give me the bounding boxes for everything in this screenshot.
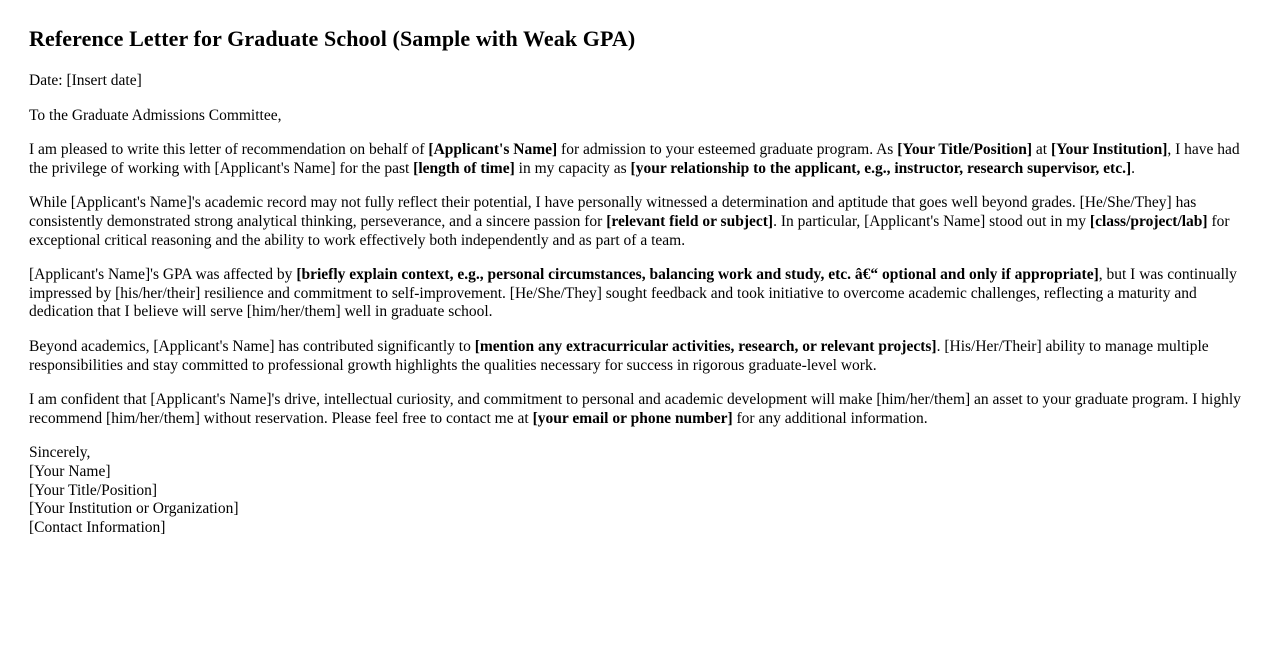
spacer <box>29 428 1248 444</box>
p4-text-2: . [His/Her/Their] ability to manage multiple responsibilities and stay committed to professional growth highlights the qualities necessary for success in rigorous graduate-level work. <box>29 337 1209 374</box>
page-title: Reference Letter for Graduate School (Sample with Weak GPA) <box>29 26 636 51</box>
p4-text-1: Beyond academics, [Applicant's Name] has contributed significantly to <box>29 337 475 355</box>
closing-block <box>29 444 1248 537</box>
p5-placeholder-contact: [your email or phone number] <box>532 409 733 427</box>
p1-placeholder-your-title: [Your Title/Position] <box>897 141 1032 159</box>
p3-text-1: [Applicant's Name]'s GPA was affected by <box>29 266 297 284</box>
paragraph-5 <box>29 391 1248 428</box>
closing-line-your-name: [Your Name] <box>29 462 111 480</box>
p5-text-1: I am confident that [Applicant's Name]'s drive, intellectual curiosity, and commitment to personal and academic development will make [him/her/them] an asset to your graduate program. I highly recommend [him/her/them] without reservation. Please feel free to contact me at <box>29 391 1241 427</box>
p1-placeholder-your-institution: [Your Institution] <box>1050 141 1168 159</box>
spacer <box>29 125 1248 141</box>
spacer <box>29 322 1248 338</box>
p2-text-2: . In particular, [Applicant's Name] stood out in my <box>773 212 1090 230</box>
p2-placeholder-relevant-field: [relevant field or subject] <box>606 212 774 230</box>
paragraph-1 <box>29 141 1248 178</box>
p1-text-4: , I have had the privilege of working with [Applicant's Name] for the past <box>29 141 1240 177</box>
p3-text-2: , but I was continually impressed by [his/her/their] resilience and commitment to self-improvement. [He/She/They] sought feedback and took initiative to overcome academic challenges, reflecting a maturity and dedication that I believe will serve [him/her/them] well in graduate school. <box>29 266 1237 321</box>
p2-text-1: While [Applicant's Name]'s academic record may not fully reflect their potential, I have personally witnessed a determination and aptitude that goes well beyond grades. [He/She/They] has consistently demonstrated strong analytical thinking, perseverance, and a sincere passion for <box>29 194 1197 230</box>
p1-text-1: I am pleased to write this letter of recommendation on behalf of <box>29 141 429 159</box>
paragraph-4 <box>29 338 1248 375</box>
spacer <box>29 91 1248 107</box>
spacer <box>29 250 1248 266</box>
p1-text-3: at <box>1032 141 1051 159</box>
date-line: Date: [Insert date] <box>29 72 142 89</box>
p3-placeholder-gpa-context: [briefly explain context, e.g., personal circumstances, balancing work and study, etc. â€“ optional and only if appropriate] <box>296 266 1099 284</box>
closing-line-your-institution: [Your Institution or Organization] <box>29 500 239 518</box>
closing-line-your-title: [Your Title/Position] <box>29 481 158 499</box>
p1-placeholder-relationship: [your relationship to the applicant, e.g., instructor, research supervisor, etc.] <box>630 159 1132 177</box>
paragraph-2 <box>29 194 1248 250</box>
p1-placeholder-applicant-name: [Applicant's Name] <box>428 141 558 159</box>
p1-text-5: in my capacity as <box>514 159 631 177</box>
p2-placeholder-class-project-lab: [class/project/lab] <box>1089 212 1208 230</box>
spacer <box>29 375 1248 391</box>
p1-placeholder-length-of-time: [length of time] <box>413 159 515 177</box>
closing-line-sincerely: Sincerely, <box>29 444 91 462</box>
paragraph-3 <box>29 266 1248 322</box>
closing-line-contact-information: [Contact Information] <box>29 518 166 536</box>
p1-text-6: . <box>1131 159 1135 177</box>
spacer <box>29 178 1248 194</box>
p2-text-3: for exceptional critical reasoning and the ability to work effectively both independently and as part of a team. <box>29 212 1230 249</box>
p4-placeholder-extracurriculars: [mention any extracurricular activities, research, or relevant projects] <box>474 337 937 355</box>
salutation: To the Graduate Admissions Committee, <box>29 106 282 124</box>
p5-text-2: for any additional information. <box>732 409 928 427</box>
p1-text-2: for admission to your esteemed graduate program. As <box>557 141 898 159</box>
spacer <box>29 54 1248 72</box>
